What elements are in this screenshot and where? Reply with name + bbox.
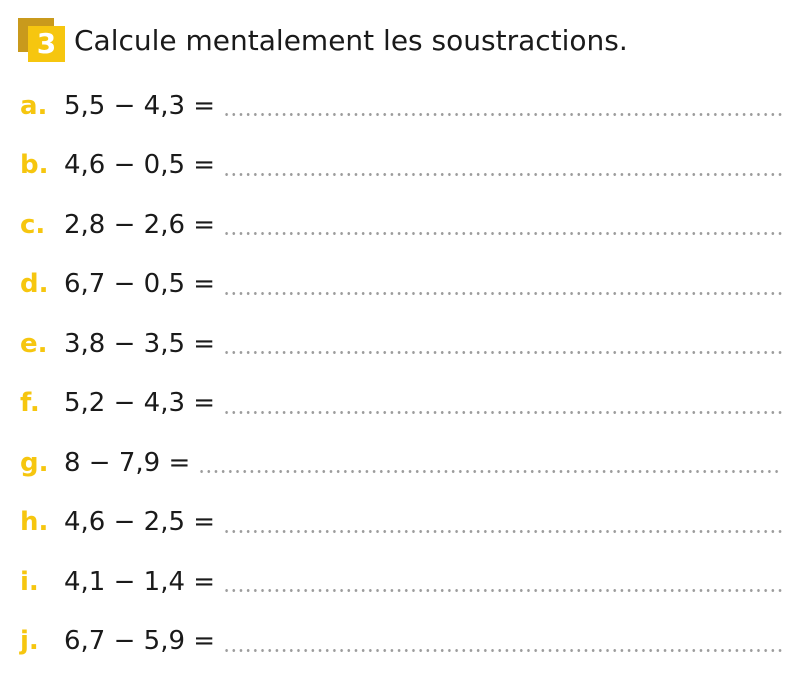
item-expression: 4,6 − 2,5 =: [64, 507, 216, 538]
exercise-item: [20, 314, 782, 374]
exercise-number: 3: [28, 26, 65, 62]
exercise-number-badge: [18, 18, 66, 64]
exercise-items: [20, 76, 782, 671]
item-letter: a.: [20, 90, 48, 121]
answer-dotted-line[interactable]: [223, 411, 782, 414]
answer-dotted-line[interactable]: [198, 470, 782, 473]
exercise-header: [18, 18, 628, 64]
answer-dotted-line[interactable]: [223, 113, 782, 116]
exercise-item: [20, 433, 782, 493]
item-expression: 4,6 − 0,5 =: [64, 150, 216, 181]
item-letter: i.: [20, 566, 39, 597]
item-letter: h.: [20, 507, 49, 538]
item-expression: 3,8 − 3,5 =: [64, 328, 216, 359]
answer-dotted-line[interactable]: [223, 649, 782, 652]
item-letter: g.: [20, 447, 49, 478]
exercise-item: [20, 374, 782, 434]
item-expression: 2,8 − 2,6 =: [64, 209, 216, 240]
item-letter: b.: [20, 150, 49, 181]
exercise-item: [20, 612, 782, 672]
item-letter: j.: [20, 626, 39, 657]
exercise-item: [20, 255, 782, 315]
item-expression: 4,1 − 1,4 =: [64, 566, 216, 597]
answer-dotted-line[interactable]: [223, 232, 782, 235]
exercise-item: [20, 493, 782, 553]
answer-dotted-line[interactable]: [223, 173, 782, 176]
item-letter: c.: [20, 209, 46, 240]
item-letter: e.: [20, 328, 48, 359]
item-expression: 5,5 − 4,3 =: [64, 90, 216, 121]
exercise-item: [20, 76, 782, 136]
exercise-item: [20, 136, 782, 196]
item-expression: 6,7 − 5,9 =: [64, 626, 216, 657]
answer-dotted-line[interactable]: [223, 292, 782, 295]
item-expression: 5,2 − 4,3 =: [64, 388, 216, 419]
answer-dotted-line[interactable]: [223, 530, 782, 533]
item-letter: f.: [20, 388, 40, 419]
exercise-item: [20, 195, 782, 255]
exercise-title: Calcule mentalement les soustractions.: [74, 24, 628, 57]
item-letter: d.: [20, 269, 49, 300]
answer-dotted-line[interactable]: [223, 351, 782, 354]
item-expression: 6,7 − 0,5 =: [64, 269, 216, 300]
item-expression: 8 − 7,9 =: [64, 447, 191, 478]
answer-dotted-line[interactable]: [223, 589, 782, 592]
exercise-item: [20, 552, 782, 612]
